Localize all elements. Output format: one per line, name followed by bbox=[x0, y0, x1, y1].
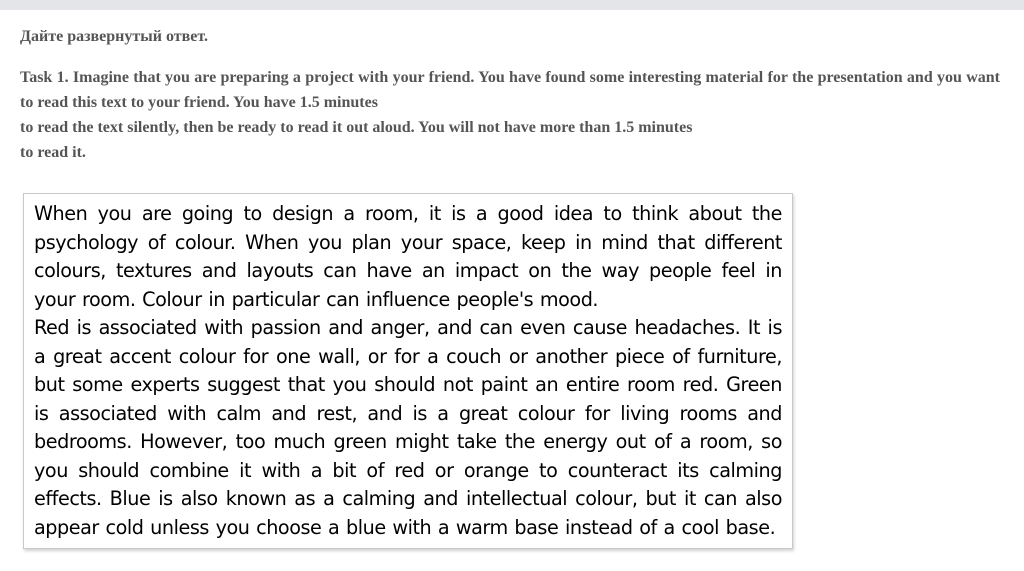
task-line-3: to read it. bbox=[20, 144, 86, 161]
task-line-1: Task 1. Imagine that you are preparing a project with your friend. You have found some interesting material for the presentation and you want to read this text to your friend. You have 1.5 minutes bbox=[20, 69, 1000, 111]
reading-paragraph-2: Red is associated with passion and anger, and can even cause headaches. It is a great accent colour for one wall, or for a couch or another piece of furniture, but some experts suggest that you should not paint an entire room red. Green is associated with calm and rest, and is a great colour for living rooms and bedrooms. However, too much green might take the energy out of a room, so you should combine it with a bit of red or orange to counteract its calming effects. Blue is also known as a calming and intellectual colour, but it can also appear cold unless you choose a blue with a warm base instead of a cool base. bbox=[34, 316, 782, 539]
top-bar bbox=[0, 0, 1024, 10]
task-line-2: to read the text silently, then be ready to read it out aloud. You will not have more than 1.5 minutes bbox=[20, 119, 693, 136]
task-description bbox=[20, 65, 1000, 165]
instruction-heading: Дайте развернутый ответ. bbox=[20, 28, 208, 45]
reading-text-box bbox=[23, 193, 793, 549]
reading-paragraph-1: When you are going to design a room, it is a good idea to think about the psychology of colour. When you plan your space, keep in mind that different colours, textures and layouts can have an impact on the way people feel in your room. Colour in particular can influence people's mood. bbox=[34, 202, 782, 311]
